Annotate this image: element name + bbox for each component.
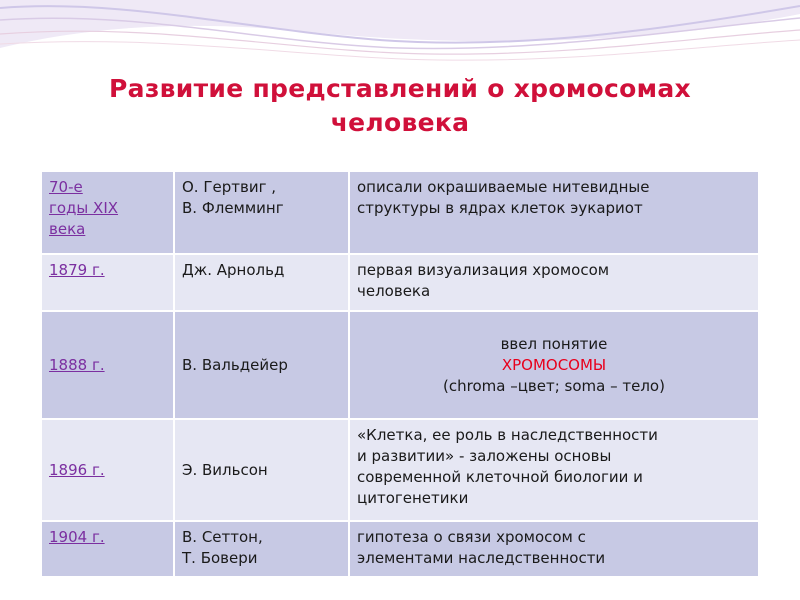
description-text: описали окрашиваемые нитевидные (357, 178, 650, 196)
person-name: Дж. Арнольд (182, 261, 285, 279)
date-link[interactable]: века (49, 220, 86, 238)
date-link[interactable]: 1888 г. (49, 355, 105, 374)
slide-title (0, 72, 800, 140)
slide-title-line-2: человека (330, 108, 470, 137)
person-cell (174, 254, 349, 311)
slide-title-line-1: Развитие представлений о хромосомах (109, 74, 691, 103)
person-name: Э. Вильсон (182, 460, 268, 479)
date-cell[interactable] (41, 521, 174, 577)
table-row (41, 521, 759, 577)
table-row (41, 254, 759, 311)
person-cell (174, 419, 349, 521)
date-link[interactable]: 70-е (49, 178, 83, 196)
description-text: (chroma –цвет; soma – тело) (443, 376, 665, 395)
date-link[interactable]: годы XIX (49, 199, 119, 217)
description-text: человека (357, 282, 431, 300)
description-text: и развитии» - заложены основы (357, 447, 612, 465)
person-name: Т. Бовери (182, 549, 258, 567)
description-cell (349, 254, 759, 311)
description-cell (349, 419, 759, 521)
description-text: «Клетка, ее роль в наследственности (357, 426, 658, 444)
description-text: современной клеточной биологии и (357, 468, 643, 486)
table-row (41, 171, 759, 254)
date-link[interactable]: 1896 г. (49, 460, 105, 479)
person-cell (174, 521, 349, 577)
table-row (41, 419, 759, 521)
description-text: цитогенетики (357, 489, 469, 507)
description-text: первая визуализация хромосом (357, 261, 610, 279)
description-cell (349, 171, 759, 254)
description-cell (349, 311, 759, 419)
date-cell[interactable] (41, 419, 174, 521)
person-cell (174, 171, 349, 254)
description-cell (349, 521, 759, 577)
description-text: гипотеза о связи хромосом с (357, 528, 586, 546)
description-text: структуры в ядрах клеток эукариот (357, 199, 643, 217)
date-cell[interactable] (41, 171, 174, 254)
chromosome-history-table (40, 170, 760, 578)
description-text: элементами наследственности (357, 549, 606, 567)
person-name: О. Гертвиг , (182, 178, 276, 196)
person-cell (174, 311, 349, 419)
person-name: В. Сеттон, (182, 528, 263, 546)
description-text: ввел понятие (500, 334, 608, 353)
term-chromosomes: ХРОМОСОМЫ (501, 355, 607, 374)
person-name: В. Вальдейер (182, 355, 288, 374)
date-link[interactable]: 1904 г. (49, 528, 105, 546)
person-name: В. Флемминг (182, 199, 284, 217)
date-cell[interactable] (41, 311, 174, 419)
date-link[interactable]: 1879 г. (49, 261, 105, 279)
date-cell[interactable] (41, 254, 174, 311)
table-row (41, 311, 759, 419)
